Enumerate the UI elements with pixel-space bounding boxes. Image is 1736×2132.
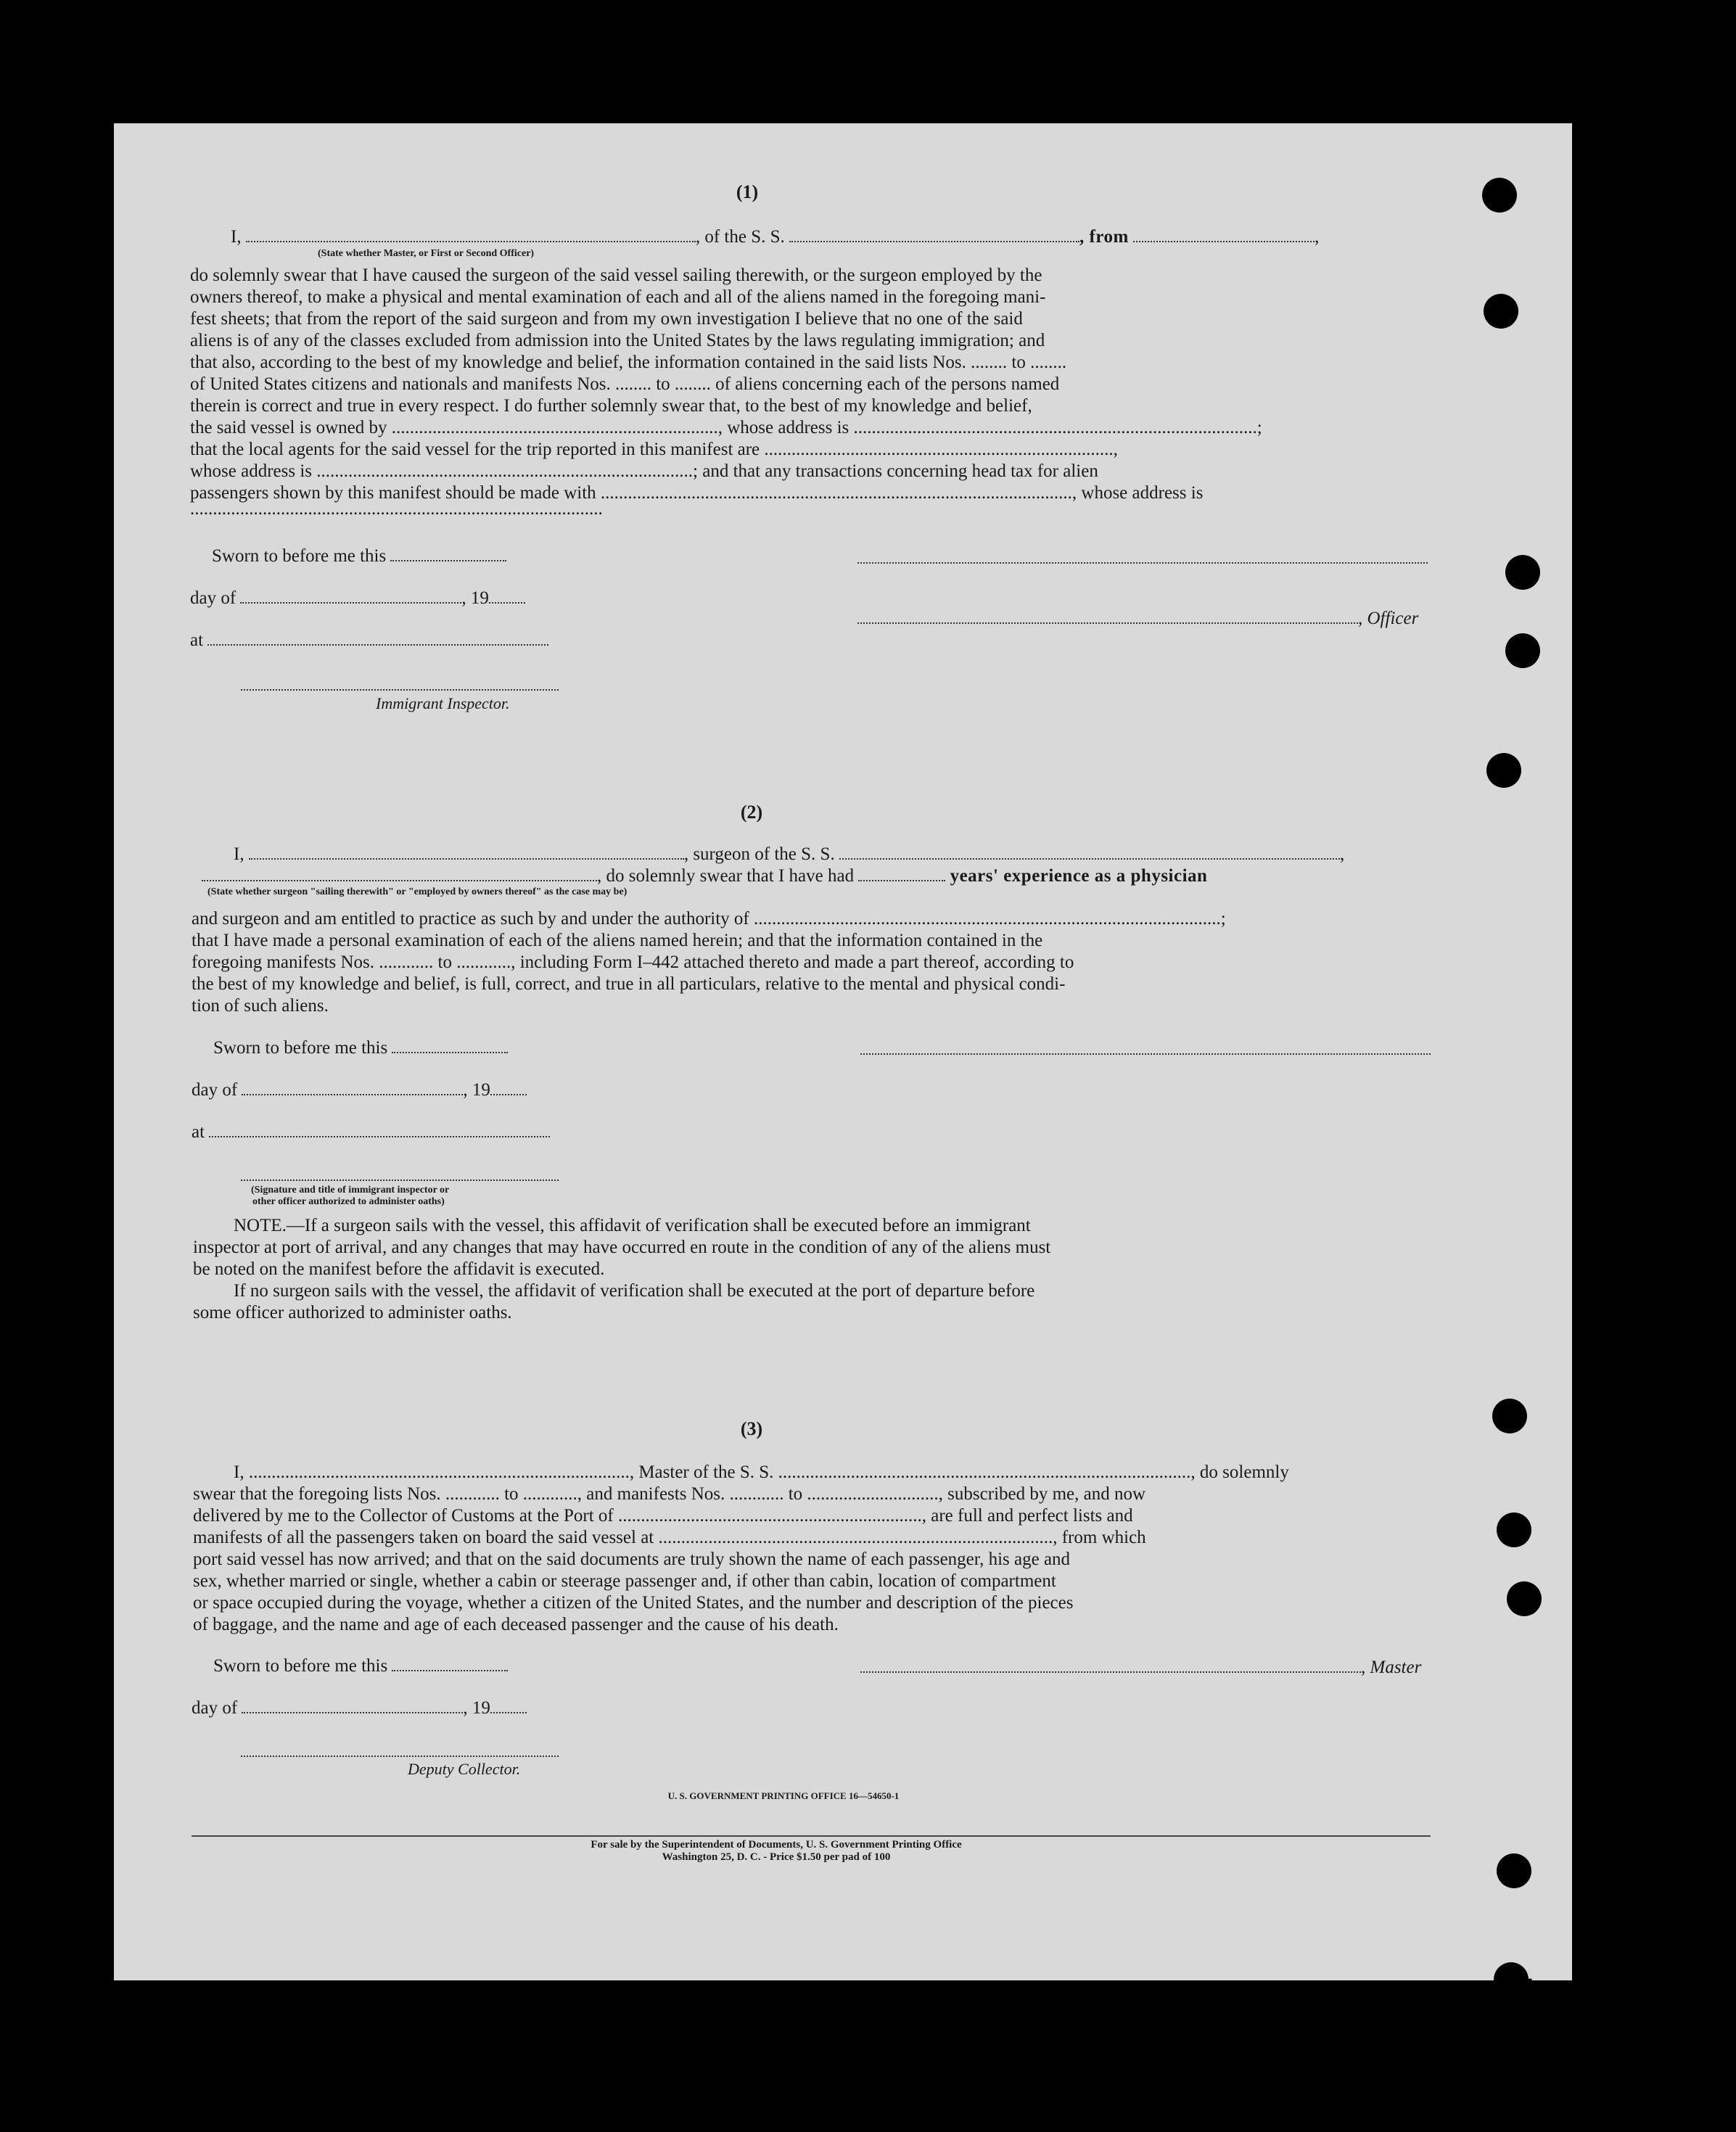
punch-hole <box>1497 1853 1531 1888</box>
body-line: sex, whether married or single, whether a cabin or steerage passenger and, if other than cabin, location of compartment <box>193 1571 1056 1591</box>
note-line: inspector at port of arrival, and any changes that may have occurred en route in the condition of any of the aliens must <box>193 1238 1051 1257</box>
body-line: manifests of all the passengers taken on board the said vessel at ......................................................................................., from which <box>193 1528 1146 1547</box>
note-line: some officer authorized to administer oaths. <box>193 1303 512 1322</box>
footer-line-2: Washington 25, D. C. - Price $1.50 per pad of 100 <box>662 1851 891 1863</box>
body-line: foregoing manifests Nos. ............ to ............, including Form I–442 attached thereto and made a part thereof, according to <box>192 952 1074 972</box>
sworn-label: Sworn to before me this <box>213 1655 508 1677</box>
punch-hole <box>1507 1581 1542 1616</box>
body-line: owners thereof, to make a physical and mental examination of each and all of the aliens named in the foregoing mani- <box>190 287 1046 307</box>
section-2-line-2: , do solemnly swear that I have had years' experience as a physician <box>202 865 1207 887</box>
punch-hole <box>1492 1399 1527 1433</box>
body-line: and surgeon and am entitled to practice as such by and under the authority of .......................................................................................................; <box>192 909 1226 929</box>
body-line: aliens is of any of the classes excluded from admission into the United States by the laws regulating immigration; and <box>190 331 1045 350</box>
section-2-line-1: I, , surgeon of the S. S. , <box>234 844 1345 864</box>
body-line: the said vessel is owned by ........................................................................, whose address is .........................................................................................; <box>190 418 1262 437</box>
body-line: ........................................................................................... <box>190 499 603 519</box>
body-line: whose address is ...................................................................................; and that any transactions concerning head tax for alien <box>190 461 1098 481</box>
body-line: fest sheets; that from the report of the said surgeon and from my own investigation I believe that no one of the said <box>190 309 1023 329</box>
surgeon-signature-line <box>860 1053 1431 1055</box>
inspector-signature-line <box>241 689 559 691</box>
body-line: do solemnly swear that I have caused the surgeon of the said vessel sailing therewith, or the surgeon employed by the <box>190 266 1042 285</box>
body-line: the best of my knowledge and belief, is full, correct, and true in all particulars, relative to the mental and physical condi- <box>192 974 1066 994</box>
note-line: be noted on the manifest before the affidavit is executed. <box>193 1259 605 1279</box>
body-line: that also, according to the best of my knowledge and belief, the information contained in the said lists Nos. ........ to ........ <box>190 353 1067 372</box>
section-1-number: (1) <box>736 181 759 202</box>
punch-hole <box>1486 753 1521 788</box>
footer-line-1: For sale by the Superintendent of Documents, U. S. Government Printing Office <box>591 1839 962 1851</box>
punch-hole <box>1484 294 1518 329</box>
body-line: of United States citizens and nationals and manifests Nos. ........ to ........ of aliens concerning each of the persons named <box>190 374 1060 394</box>
at-label: at <box>190 630 548 651</box>
note-line: If no surgeon sails with the vessel, the affidavit of verification shall be executed at the port of departure before <box>234 1281 1035 1301</box>
signature-note-2: other officer authorized to administer oaths) <box>252 1196 445 1207</box>
body-line: tion of such aliens. <box>192 996 329 1016</box>
print-code: U. S. GOVERNMENT PRINTING OFFICE 16—54650-1 <box>667 1790 900 1801</box>
day-of-label: day of , 19 <box>192 1697 527 1719</box>
inspector-label: Immigrant Inspector. <box>376 694 510 712</box>
collector-label: Deputy Collector. <box>408 1760 521 1778</box>
body-line: passengers shown by this manifest should be made with ........................................................................................................, whose address is <box>190 483 1204 503</box>
body-line: or space occupied during the voyage, whether a citizen of the United States, and the number and description of the pieces <box>193 1593 1074 1613</box>
body-line: delivered by me to the Collector of Customs at the Port of ..................................................................., are full and perfect lists and <box>193 1506 1133 1526</box>
officer-signature-line-1 <box>857 562 1428 564</box>
inspector-signature-line <box>241 1180 559 1181</box>
body-line: of baggage, and the name and age of each deceased passenger and the cause of his death. <box>193 1615 839 1634</box>
body-line: I, ...................................................................................., Master of the S. S. ..........................................................................................., do solemnly <box>234 1462 1289 1482</box>
note-line: NOTE.—If a surgeon sails with the vessel, this affidavit of verification shall be executed before an immigrant <box>234 1216 1031 1235</box>
sworn-label: Sworn to before me this <box>213 1037 508 1059</box>
body-line: swear that the foregoing lists Nos. ............ to ............, and manifests Nos. ............ to ............................., subscribed by me, and now <box>193 1484 1146 1504</box>
punch-hole <box>1497 1512 1531 1547</box>
body-line: that the local agents for the said vessel for the trip reported in this manifest are ............................................................................., <box>190 440 1118 459</box>
master-label-line: , Master <box>860 1657 1421 1679</box>
footer-rule <box>192 1835 1431 1837</box>
day-of-label: day of , 19 <box>190 588 525 609</box>
handwritten-page-number: 54 <box>1505 1975 1539 2005</box>
body-line: therein is correct and true in every respect. I do further solemnly swear that, to the best of my knowledge and belief, <box>190 396 1032 416</box>
day-of-label: day of , 19 <box>192 1079 527 1101</box>
collector-signature-line <box>241 1756 559 1757</box>
section-3-number: (3) <box>740 1418 763 1439</box>
section-1-line-1: I, , of the S. S. , from , <box>231 227 1320 247</box>
section-2-number: (2) <box>740 802 763 823</box>
body-line: port said vessel has now arrived; and that on the said documents are truly shown the name of each passenger, his age and <box>193 1549 1071 1569</box>
body-line: that I have made a personal examination of each of the aliens named herein; and that the information contained in the <box>192 931 1043 950</box>
punch-hole <box>1505 555 1540 590</box>
at-label: at <box>192 1121 550 1143</box>
signature-note-1: (Signature and title of immigrant inspector or <box>251 1185 450 1195</box>
surgeon-note: (State whether surgeon "sailing therewith" or "employed by owners thereof" as the case may be) <box>207 886 628 897</box>
punch-hole <box>1505 633 1540 668</box>
sworn-label: Sworn to before me this <box>212 546 506 567</box>
officer-label-line: , Officer <box>857 608 1418 630</box>
officer-note: (State whether Master, or First or Second Officer) <box>318 248 535 259</box>
punch-hole <box>1482 178 1517 213</box>
